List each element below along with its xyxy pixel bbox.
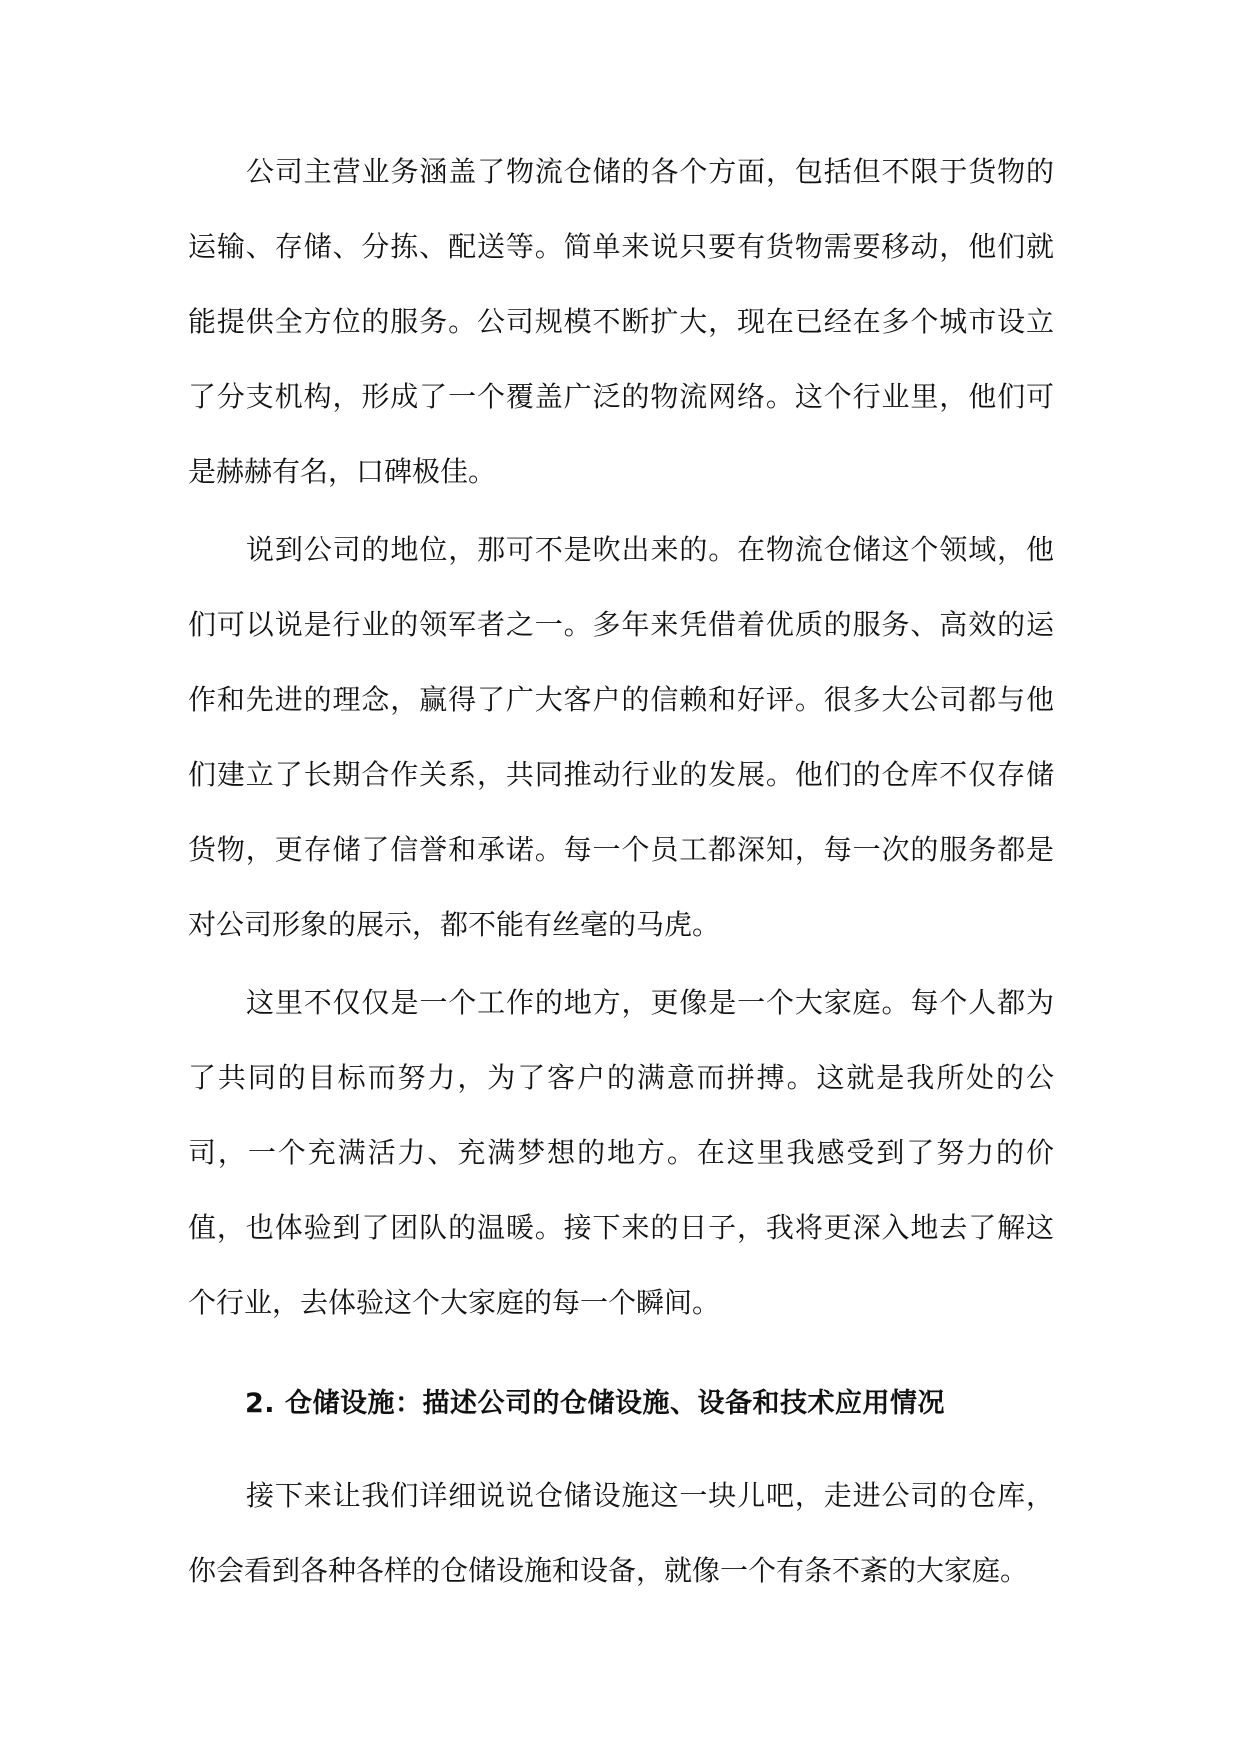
body-paragraph: 接下来让我们详细说说仓储设施这一块儿吧，走进公司的仓库，你会看到各种各样的仓储设施和设备，就像一个有条不紊的大家庭。 <box>188 1479 1054 1587</box>
body-paragraph: 这里不仅仅是一个工作的地方，更像是一个大家庭。每个人都为了共同的目标而努力，为了客户的满意而拼搏。这就是我所处的公司，一个充满活力、充满梦想的地方。在这里我感受到了努力的价值，也体验到了团队的温暖。接下来的日子，我将更深入地去了解这个行业，去体验这个大家庭的每一个瞬间。 <box>188 986 1054 1319</box>
section-heading: 2. 仓储设施：描述公司的仓储设施、设备和技术应用情况 <box>245 1388 945 1419</box>
body-paragraph: 说到公司的地位，那可不是吹出来的。在物流仓储这个领域，他们可以说是行业的领军者之一。多年来凭借着优质的服务、高效的运作和先进的理念，赢得了广大客户的信赖和好评。很多大公司都与他们建立了长期合作关系，共同推动行业的发展。他们的仓库不仅存储货物，更存储了信誉和承诺。每一个员工都深知，每一次的服务都是对公司形象的展示，都不能有丝毫的马虎。 <box>188 533 1054 941</box>
body-paragraph: 公司主营业务涵盖了物流仓储的各个方面，包括但不限于货物的运输、存储、分拣、配送等。简单来说只要有货物需要移动，他们就能提供全方位的服务。公司规模不断扩大，现在已经在多个城市设立了分支机构，形成了一个覆盖广泛的物流网络。这个行业里，他们可是赫赫有名，口碑极佳。 <box>188 155 1054 488</box>
